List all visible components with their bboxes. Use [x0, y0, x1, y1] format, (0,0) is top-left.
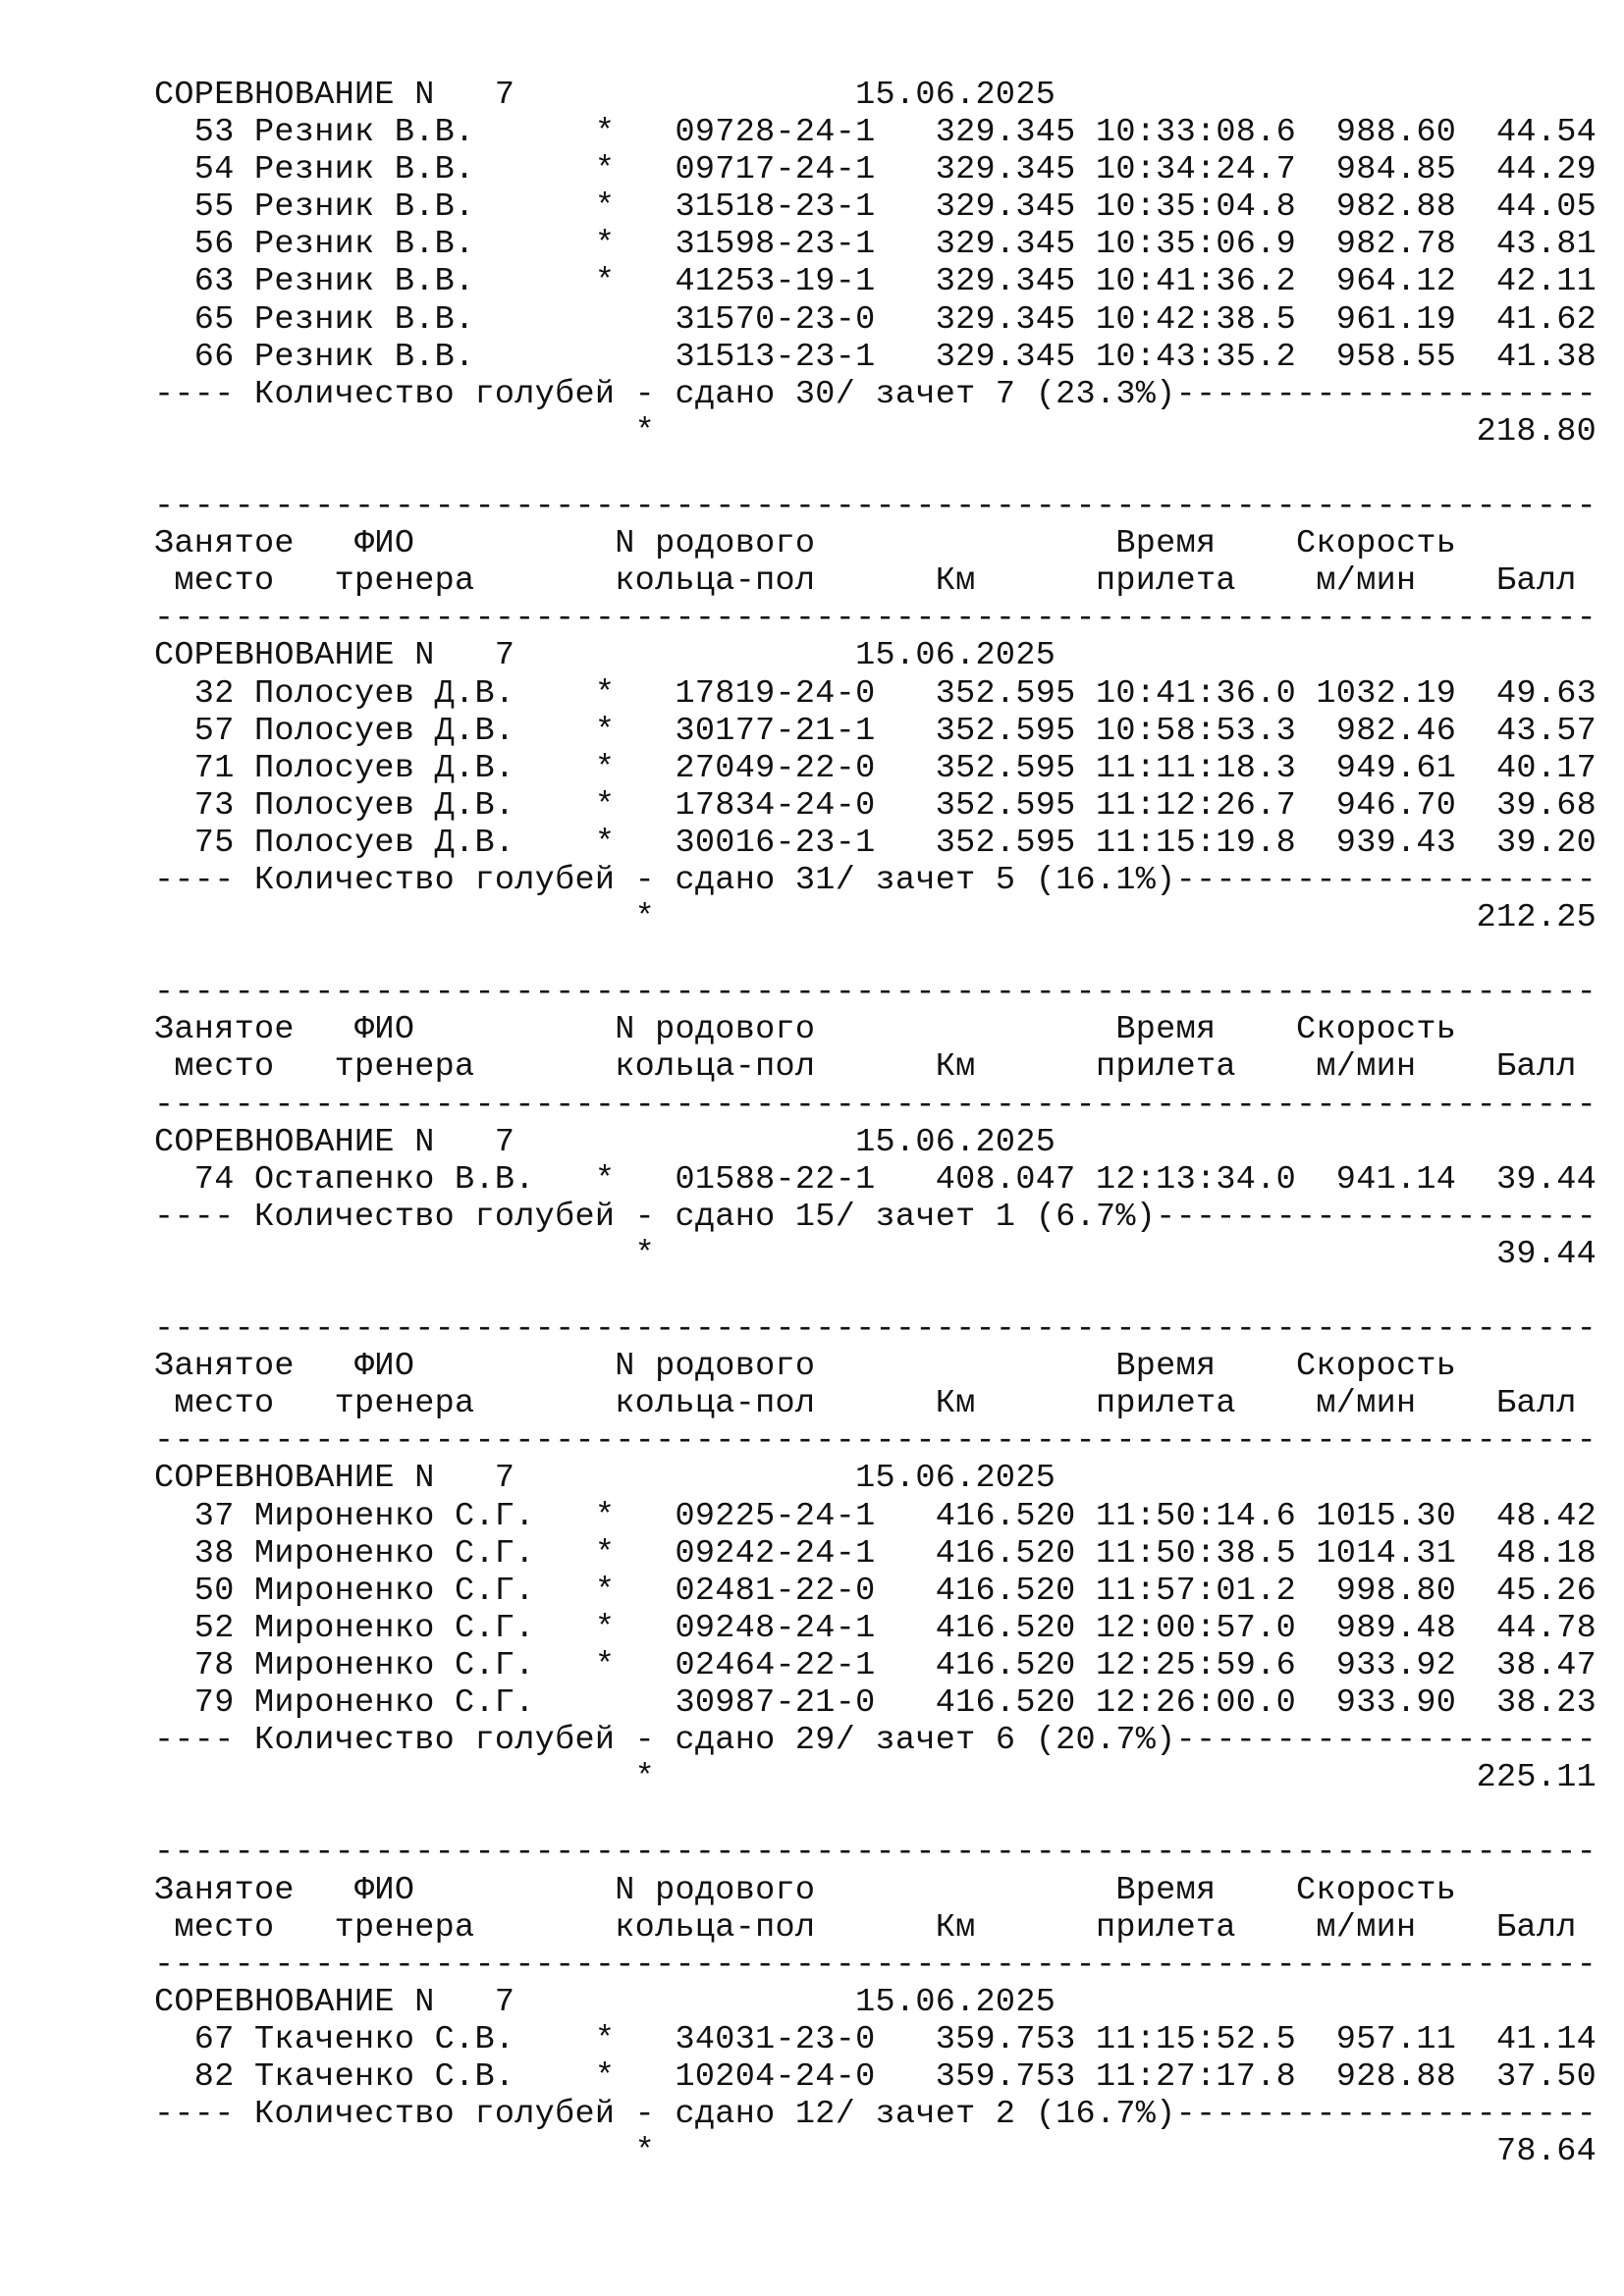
result-row: 75 Полосуев Д.В. * 30016-23-1 352.595 11:15:19.8 939.43 39.20 — [154, 824, 1597, 862]
result-row: 65 Резник В.В. 31570-23-0 329.345 10:42:38.5 961.19 41.62 — [154, 300, 1597, 339]
competition-line: СОРЕВНОВАНИЕ N 7 15.06.2025 — [154, 1460, 1056, 1498]
column-header-line-2: место тренера кольца-пол Км прилета м/мин Балл — [154, 562, 1577, 601]
summary-line: ---- Количество голубей - сдано 15/ зачет 1 (6.7%)---------------------- — [154, 1198, 1597, 1236]
total-line: * 39.44 — [154, 1235, 1597, 1273]
result-row: 37 Мироненко С.Г. * 09225-24-1 416.520 11:50:14.6 1015.30 48.42 — [154, 1497, 1597, 1535]
total-line: * 218.80 — [154, 412, 1597, 451]
blank-line — [154, 451, 1597, 488]
column-header-line-2: место тренера кольца-пол Км прилета м/мин Балл — [154, 1048, 1577, 1087]
separator-line: ------------------------------------------------------------------------ — [154, 488, 1597, 526]
total-line: * 212.25 — [154, 899, 1597, 937]
blank-line — [154, 1796, 1597, 1834]
result-row: 78 Мироненко С.Г. * 02464-22-1 416.520 12:25:59.6 933.92 38.47 — [154, 1646, 1597, 1684]
result-row: 82 Ткаченко С.В. * 10204-24-0 359.753 11:27:17.8 928.88 37.50 — [154, 2057, 1597, 2096]
summary-line: ---- Количество голубей - сдано 30/ зачет 7 (23.3%)--------------------- — [154, 375, 1597, 413]
column-header-line-1: Занятое ФИО N родового Время Скорость — [154, 1348, 1457, 1386]
competition-line: СОРЕВНОВАНИЕ N 7 15.06.2025 — [154, 637, 1056, 675]
result-row: 79 Мироненко С.Г. 30987-21-0 416.520 12:26:00.0 933.90 38.23 — [154, 1684, 1597, 1723]
result-row: 67 Ткаченко С.В. * 34031-23-0 359.753 11:15:52.5 957.11 41.14 — [154, 2020, 1597, 2058]
result-row: 52 Мироненко С.Г. * 09248-24-1 416.520 12:00:57.0 989.48 44.78 — [154, 1609, 1597, 1647]
separator-line: ------------------------------------------------------------------------ — [154, 974, 1597, 1012]
result-row: 63 Резник В.В. * 41253-19-1 329.345 10:41:36.2 964.12 42.11 — [154, 263, 1597, 301]
separator-line: ------------------------------------------------------------------------ — [154, 1086, 1597, 1124]
column-header-line-1: Занятое ФИО N родового Время Скорость — [154, 525, 1457, 563]
summary-line: ---- Количество голубей - сдано 29/ зачет 6 (20.7%)--------------------- — [154, 1722, 1597, 1760]
column-header-line-1: Занятое ФИО N родового Время Скорость — [154, 1011, 1457, 1049]
column-header-line-2: место тренера кольца-пол Км прилета м/мин Балл — [154, 1908, 1577, 1947]
result-row: 57 Полосуев Д.В. * 30177-21-1 352.595 10:58:53.3 982.46 43.57 — [154, 712, 1597, 750]
blank-line — [154, 1273, 1597, 1310]
result-row: 54 Резник В.В. * 09717-24-1 329.345 10:34:24.7 984.85 44.29 — [154, 151, 1597, 189]
competition-line: СОРЕВНОВАНИЕ N 7 15.06.2025 — [154, 1123, 1056, 1161]
result-row: 50 Мироненко С.Г. * 02481-22-0 416.520 11:57:01.2 998.80 45.26 — [154, 1572, 1597, 1610]
column-header-line-2: место тренера кольца-пол Км прилета м/мин Балл — [154, 1385, 1577, 1423]
result-row: 66 Резник В.В. 31513-23-1 329.345 10:43:35.2 958.55 41.38 — [154, 338, 1597, 376]
separator-line: ------------------------------------------------------------------------ — [154, 1946, 1597, 1984]
result-row: 56 Резник В.В. * 31598-23-1 329.345 10:35:06.9 982.78 43.81 — [154, 226, 1597, 264]
result-row: 32 Полосуев Д.В. * 17819-24-0 352.595 10:41:36.0 1032.19 49.63 — [154, 674, 1597, 713]
summary-line: ---- Количество голубей - сдано 31/ зачет 5 (16.1%)--------------------- — [154, 861, 1597, 899]
competition-line: СОРЕВНОВАНИЕ N 7 15.06.2025 — [154, 77, 1056, 114]
separator-line: ------------------------------------------------------------------------ — [154, 1310, 1597, 1349]
result-row: 38 Мироненко С.Г. * 09242-24-1 416.520 11:50:38.5 1014.31 48.18 — [154, 1534, 1597, 1573]
result-row: 55 Резник В.В. * 31518-23-1 329.345 10:35:04.8 982.88 44.05 — [154, 188, 1597, 227]
separator-line: ------------------------------------------------------------------------ — [154, 600, 1597, 638]
result-row: 73 Полосуев Д.В. * 17834-24-0 352.595 11:12:26.7 946.70 39.68 — [154, 786, 1597, 825]
result-row: 71 Полосуев Д.В. * 27049-22-0 352.595 11:11:18.3 949.61 40.17 — [154, 749, 1597, 787]
total-line: * 225.11 — [154, 1759, 1597, 1797]
competition-line: СОРЕВНОВАНИЕ N 7 15.06.2025 — [154, 1983, 1056, 2021]
summary-line: ---- Количество голубей - сдано 12/ зачет 2 (16.7%)--------------------- — [154, 2096, 1597, 2134]
column-header-line-1: Занятое ФИО N родового Время Скорость — [154, 1871, 1457, 1909]
results-document — [154, 77, 1597, 2170]
result-row: 53 Резник В.В. * 09728-24-1 329.345 10:33:08.6 988.60 44.54 — [154, 114, 1597, 152]
blank-line — [154, 936, 1597, 974]
result-row: 74 Остапенко В.В. * 01588-22-1 408.047 12:13:34.0 941.14 39.44 — [154, 1160, 1597, 1199]
separator-line: ------------------------------------------------------------------------ — [154, 1834, 1597, 1872]
total-line: * 78.64 — [154, 2133, 1597, 2171]
separator-line: ------------------------------------------------------------------------ — [154, 1422, 1597, 1461]
